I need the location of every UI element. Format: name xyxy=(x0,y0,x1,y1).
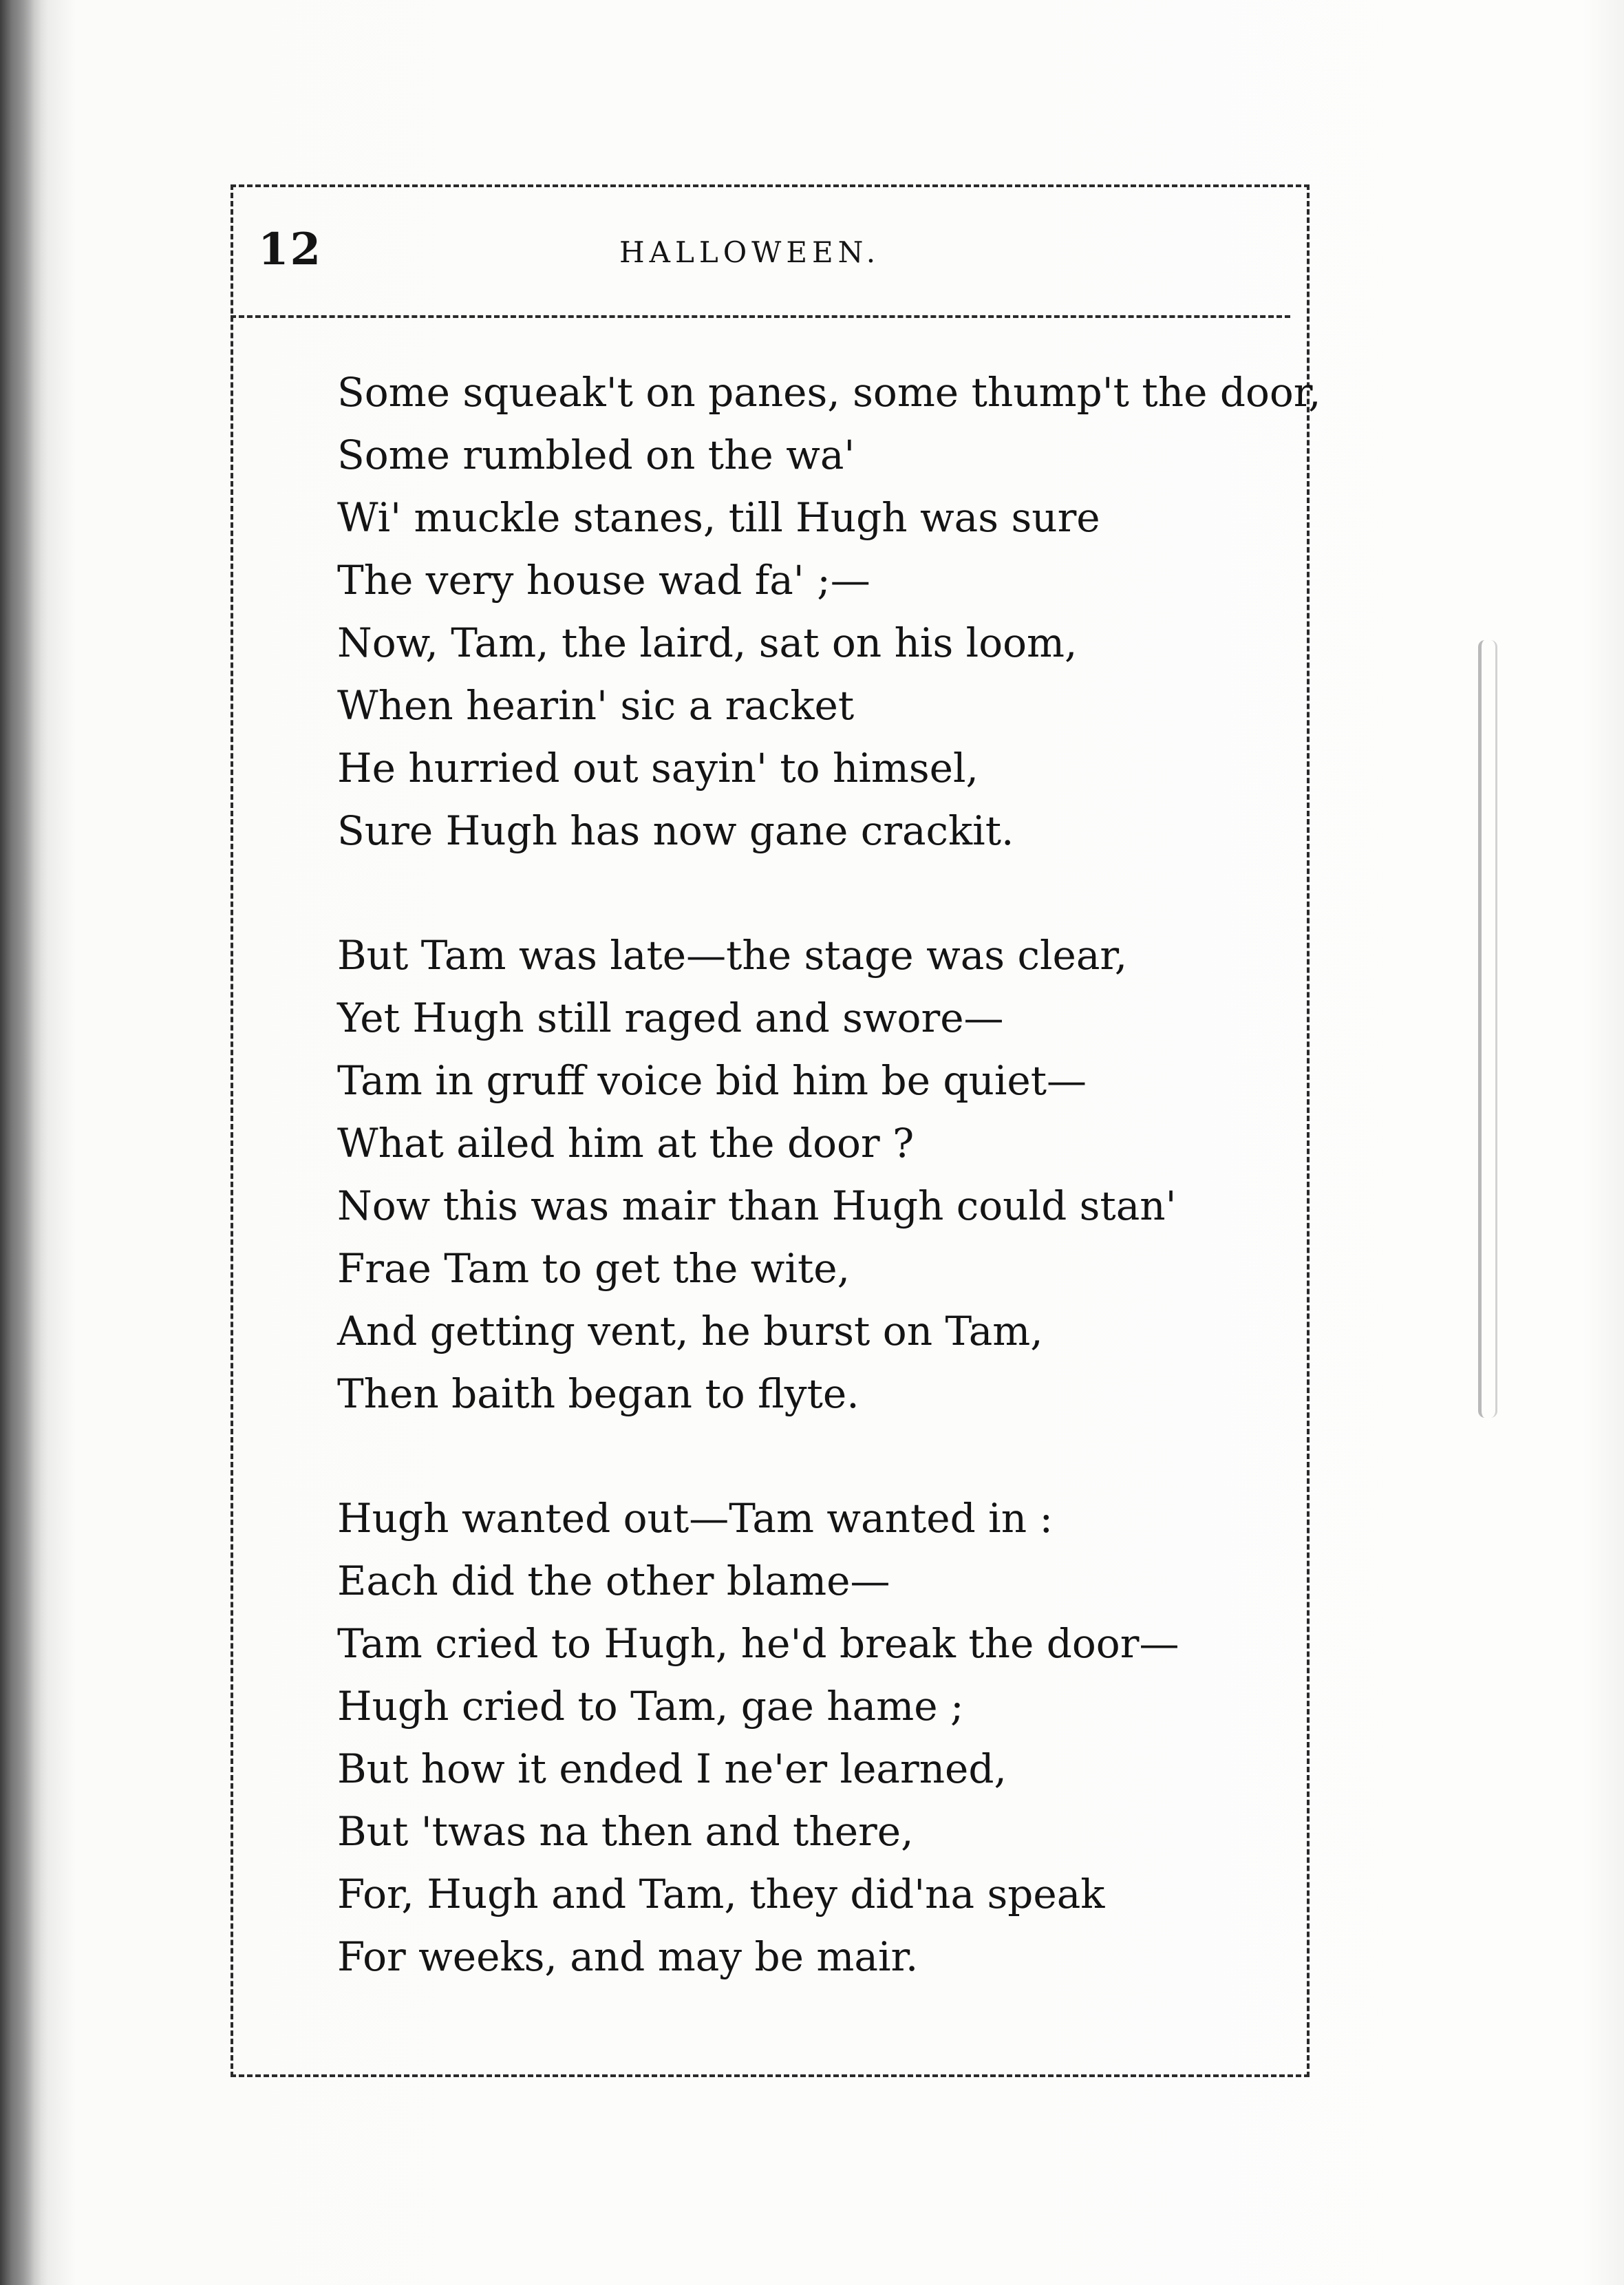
poem-line: Each did the other blame— xyxy=(337,1558,890,1604)
poem-line: Now this was mair than Hugh could stan' xyxy=(337,1182,1177,1229)
poem-line: When hearin' sic a racket xyxy=(337,682,855,729)
book-spine-shadow xyxy=(0,0,48,2285)
poem-line: Hugh wanted out—Tam wanted in : xyxy=(337,1495,1054,1542)
poem-line: Now, Tam, the laird, sat on his loom, xyxy=(337,619,1078,666)
poem-line: Hugh cried to Tam, gae hame ; xyxy=(337,1683,964,1730)
poem-line: Frae Tam to get the wite, xyxy=(337,1245,851,1292)
poem-line: Some squeak't on panes, some thump't the door, xyxy=(337,369,1321,416)
poem-line: Tam cried to Hugh, he'd break the door— xyxy=(337,1620,1179,1667)
running-title: HALLOWEEN. xyxy=(619,235,881,269)
poem-line: For weeks, and may be mair. xyxy=(337,1933,919,1980)
poem-line: But 'twas na then and there, xyxy=(337,1808,914,1855)
poem-line: He hurried out sayin' to himsel, xyxy=(337,745,979,791)
poem xyxy=(337,361,1321,2050)
poem-line: Wi' muckle stanes, till Hugh was sure xyxy=(337,494,1100,541)
poem-line: Some rumbled on the wa' xyxy=(337,432,855,478)
stanza-3 xyxy=(337,1487,1301,1988)
poem-line: But how it ended I ne'er learned, xyxy=(337,1745,1007,1792)
poem-line: What ailed him at the door ? xyxy=(337,1120,915,1167)
poem-line: The very house wad fa' ;— xyxy=(337,557,870,604)
stanza-1 xyxy=(337,361,1321,862)
binding-mark xyxy=(1478,640,1497,1418)
poem-line: And getting vent, he burst on Tam, xyxy=(337,1308,1043,1354)
poem-line: For, Hugh and Tam, they did'na speak xyxy=(337,1871,1105,1917)
poem-line: Then baith began to flyte. xyxy=(337,1370,859,1417)
page-number: 12 xyxy=(258,224,323,275)
poem-line: But Tam was late—the stage was clear, xyxy=(337,932,1128,979)
poem-line: Sure Hugh has now gane crackit. xyxy=(337,807,1014,854)
stanza-2 xyxy=(337,924,1301,1425)
header-rule xyxy=(231,315,1290,318)
poem-line: Tam in gruff voice bid him be quiet— xyxy=(337,1057,1087,1104)
poem-line: Yet Hugh still raged and swore— xyxy=(337,995,1004,1041)
